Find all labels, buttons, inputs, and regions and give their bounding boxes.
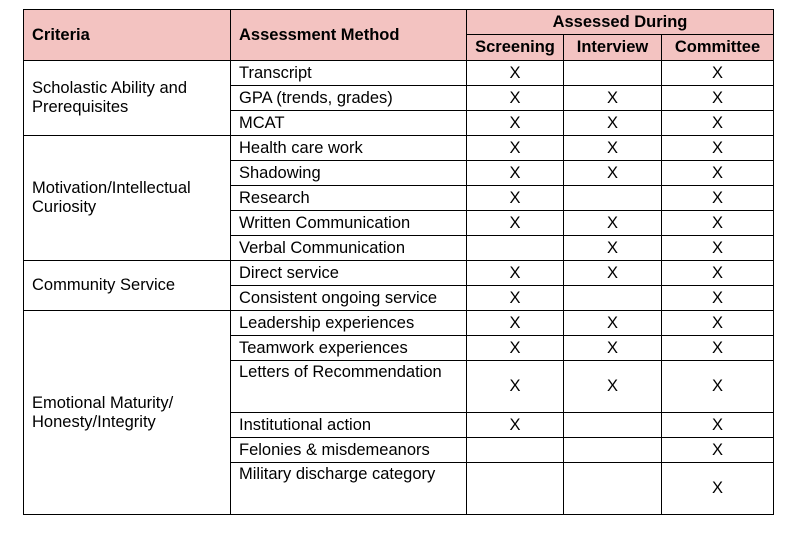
method-cell: Institutional action bbox=[231, 413, 467, 438]
screening-mark: X bbox=[467, 286, 564, 311]
interview-mark bbox=[564, 413, 662, 438]
interview-mark bbox=[564, 463, 662, 515]
method-cell: Felonies & misdemeanors bbox=[231, 438, 467, 463]
screening-mark: X bbox=[467, 161, 564, 186]
method-cell: Written Communication bbox=[231, 211, 467, 236]
committee-header: Committee bbox=[662, 35, 774, 61]
criteria-cell: Community Service bbox=[24, 261, 231, 311]
committee-mark: X bbox=[662, 136, 774, 161]
interview-mark: X bbox=[564, 111, 662, 136]
screening-mark: X bbox=[467, 86, 564, 111]
screening-mark: X bbox=[467, 261, 564, 286]
committee-mark: X bbox=[662, 336, 774, 361]
assessment-table bbox=[23, 9, 774, 515]
table-header bbox=[24, 10, 774, 61]
committee-mark: X bbox=[662, 413, 774, 438]
interview-mark: X bbox=[564, 161, 662, 186]
committee-mark: X bbox=[662, 463, 774, 515]
method-cell: Teamwork experiences bbox=[231, 336, 467, 361]
screening-mark bbox=[467, 236, 564, 261]
screening-mark: X bbox=[467, 211, 564, 236]
committee-mark: X bbox=[662, 261, 774, 286]
screening-mark: X bbox=[467, 361, 564, 413]
interview-mark: X bbox=[564, 236, 662, 261]
interview-header: Interview bbox=[564, 35, 662, 61]
interview-mark bbox=[564, 186, 662, 211]
interview-mark bbox=[564, 61, 662, 86]
method-cell: GPA (trends, grades) bbox=[231, 86, 467, 111]
screening-mark: X bbox=[467, 111, 564, 136]
criteria-cell: Emotional Maturity/ Honesty/Integrity bbox=[24, 311, 231, 515]
committee-mark: X bbox=[662, 438, 774, 463]
committee-mark: X bbox=[662, 311, 774, 336]
committee-mark: X bbox=[662, 361, 774, 413]
screening-mark bbox=[467, 463, 564, 515]
committee-mark: X bbox=[662, 286, 774, 311]
screening-mark: X bbox=[467, 61, 564, 86]
interview-mark: X bbox=[564, 86, 662, 111]
screening-mark: X bbox=[467, 136, 564, 161]
method-cell: Military discharge category bbox=[231, 463, 467, 515]
method-cell: Consistent ongoing service bbox=[231, 286, 467, 311]
method-cell: Health care work bbox=[231, 136, 467, 161]
screening-mark: X bbox=[467, 186, 564, 211]
method-cell: Letters of Recommendation bbox=[231, 361, 467, 413]
criteria-cell: Motivation/Intellectual Curiosity bbox=[24, 136, 231, 261]
screening-mark bbox=[467, 438, 564, 463]
committee-mark: X bbox=[662, 161, 774, 186]
committee-mark: X bbox=[662, 61, 774, 86]
committee-mark: X bbox=[662, 236, 774, 261]
screening-mark: X bbox=[467, 311, 564, 336]
table-row bbox=[24, 136, 774, 161]
method-cell: Verbal Communication bbox=[231, 236, 467, 261]
table-row bbox=[24, 261, 774, 286]
table-body bbox=[24, 61, 774, 515]
interview-mark bbox=[564, 438, 662, 463]
screening-header: Screening bbox=[467, 35, 564, 61]
method-cell: Leadership experiences bbox=[231, 311, 467, 336]
interview-mark: X bbox=[564, 361, 662, 413]
screening-mark: X bbox=[467, 336, 564, 361]
method-cell: Shadowing bbox=[231, 161, 467, 186]
method-cell: MCAT bbox=[231, 111, 467, 136]
interview-mark: X bbox=[564, 336, 662, 361]
assessed-during-header: Assessed During bbox=[467, 10, 774, 35]
interview-mark: X bbox=[564, 136, 662, 161]
table-row bbox=[24, 311, 774, 336]
committee-mark: X bbox=[662, 186, 774, 211]
screening-mark: X bbox=[467, 413, 564, 438]
method-header: Assessment Method bbox=[231, 10, 467, 61]
committee-mark: X bbox=[662, 86, 774, 111]
interview-mark: X bbox=[564, 211, 662, 236]
criteria-cell: Scholastic Ability and Prerequisites bbox=[24, 61, 231, 136]
criteria-header: Criteria bbox=[24, 10, 231, 61]
interview-mark bbox=[564, 286, 662, 311]
method-cell: Research bbox=[231, 186, 467, 211]
interview-mark: X bbox=[564, 261, 662, 286]
interview-mark: X bbox=[564, 311, 662, 336]
method-cell: Direct service bbox=[231, 261, 467, 286]
committee-mark: X bbox=[662, 111, 774, 136]
table-row bbox=[24, 61, 774, 86]
committee-mark: X bbox=[662, 211, 774, 236]
method-cell: Transcript bbox=[231, 61, 467, 86]
